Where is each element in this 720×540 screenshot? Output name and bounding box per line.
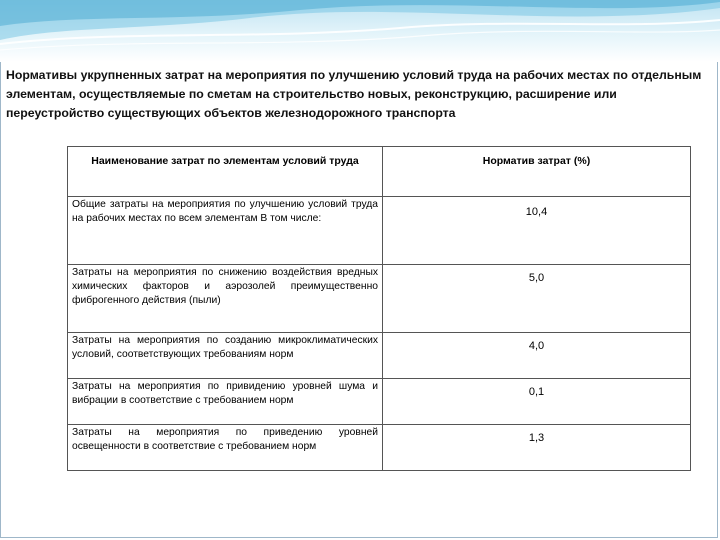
row-name: Затраты на мероприятия по созданию микроклиматических условий, соответствующих требованиям норм xyxy=(68,333,383,379)
row-norm: 0,1 xyxy=(383,379,691,425)
table-row xyxy=(68,425,691,471)
norms-table xyxy=(67,146,691,471)
row-name: Затраты на мероприятия по приведению уровней освещенности в соответствие с требованием норм xyxy=(68,425,383,471)
page-title: Нормативы укрупненных затрат на мероприятия по улучшению условий труда на рабочих местах по отдельным элементам, осуществляемые по сметам на строительство новых, реконструкцию, расширение или переустройство существующих объектов железнодорожного транспорта xyxy=(6,68,702,120)
row-norm: 10,4 xyxy=(383,197,691,265)
row-name: Затраты на мероприятия по привидению уровней шума и вибрации в соответствие с требованием норм xyxy=(68,379,383,425)
row-norm: 1,3 xyxy=(383,425,691,471)
row-name: Общие затраты на мероприятия по улучшению условий труда на рабочих местах по всем элементам В том числе: xyxy=(68,197,383,265)
row-norm: 4,0 xyxy=(383,333,691,379)
table-row xyxy=(68,333,691,379)
header-norm: Норматив затрат (%) xyxy=(383,147,691,197)
table-row xyxy=(68,265,691,333)
table-row xyxy=(68,197,691,265)
row-name: Затраты на мероприятия по снижению воздействия вредных химических факторов и аэрозолей преимущественно фиброгенного действия (пыли) xyxy=(68,265,383,333)
header-wave-decoration xyxy=(0,0,720,62)
wave-graphic xyxy=(0,0,720,62)
table-header-row xyxy=(68,147,691,197)
header-cost-name: Наименование затрат по элементам условий труда xyxy=(68,147,383,197)
table-row xyxy=(68,379,691,425)
row-norm: 5,0 xyxy=(383,265,691,333)
